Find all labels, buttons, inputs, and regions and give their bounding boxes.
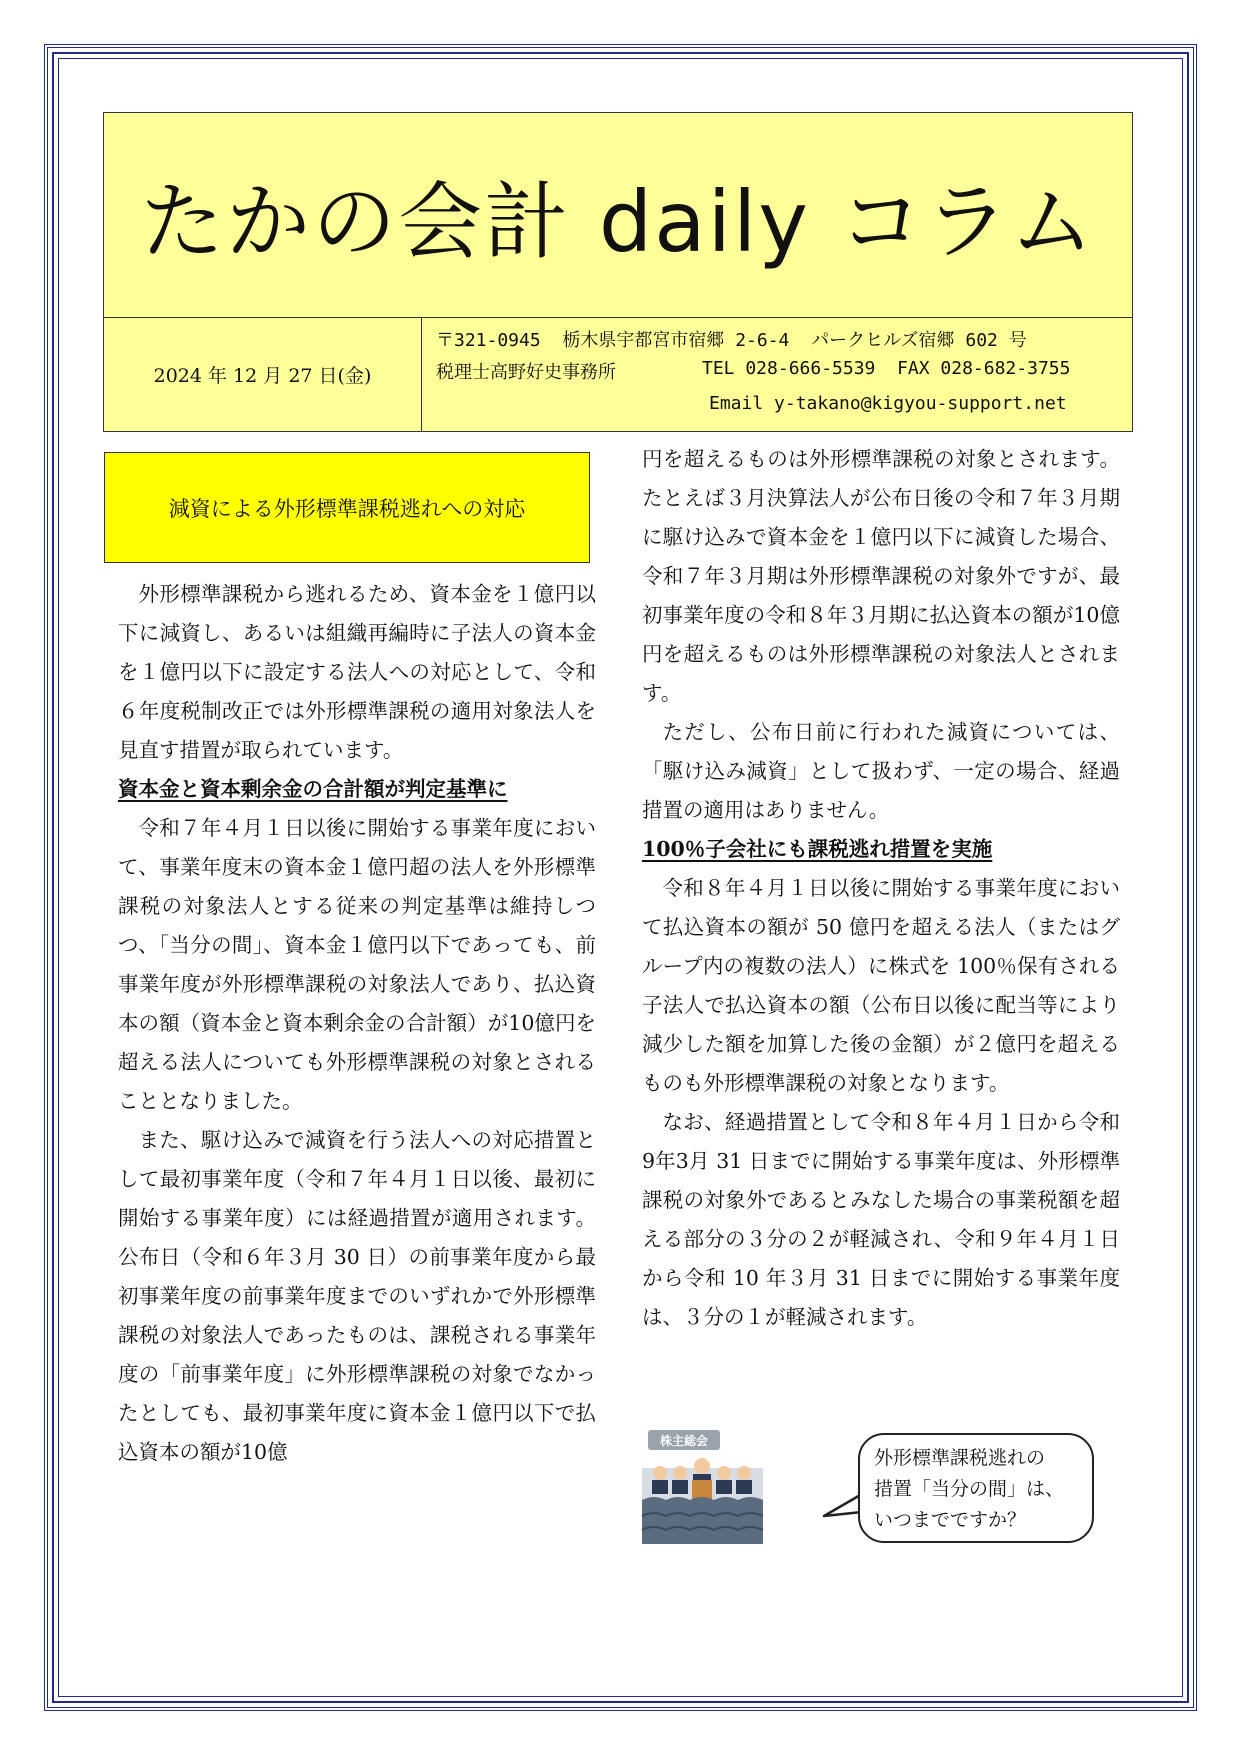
masthead: [103, 112, 1133, 432]
paragraph: 令和７年４月１日以後に開始する事業年度において、事業年度末の資本金１億円超の法人を外形標準課税の対象法人とする従来の判定基準は維持しつつ、「当分の間」、資本金１億円以下であっても、前事業年度が外形標準課税の対象法人であり、払込資本の額（資本金と資本剰余金の合計額）が10億円を超える法人についても外形標準課税の対象とされることとなりました。: [118, 816, 596, 1113]
issue-date: 2024 年 12 月 27 日(金): [104, 318, 422, 431]
shareholders-meeting-illustration: [640, 1428, 765, 1546]
paragraph: 令和８年４月１日以後に開始する事業年度において払込資本の額が 50 億円を超える法人（またはグループ内の複数の法人）に株式を 100％保有される子法人で払込資本の額（公布日以後に配当等により減少した額を加算した後の金額）が２億円を超えるものも外形標準課税の対象となります。: [642, 876, 1120, 1095]
paragraph: 外形標準課税から逃れるため、資本金を１億円以下に減資し、あるいは組織再編時に子法人の資本金を１億円以下に設定する法人への対応として、令和６年度税制改正では外形標準課税の適用対象法人を見直す措置が取られています。: [118, 582, 596, 762]
paragraph: なお、経過措置として令和８年４月１日から令和9年3月 31 日までに開始する事業年度は、外形標準課税の対象外であるとみなした場合の事業税額を超える部分の３分の２が軽減され、令和９年４月１日から令和 10 年３月 31 日までに開始する事業年度は、３分の１が軽減されます。: [642, 1110, 1120, 1329]
paragraph: また、駆け込みで減資を行う法人への対応措置として最初事業年度（令和７年４月１日以後、最初に開始する事業年度）には経過措置が適用されます。公布日（令和６年３月 30 日）の前事業年度から最初事業年度の前事業年度までのいずれかで外形標準課税の対象法人であったものは、課税される事業年度の「前事業年度」に外形標準課税の対象でなかったとしても、最初事業年度に資本金１億円以下で払込資本の額が10億: [118, 1128, 596, 1464]
meeting-sign-label: 株主総会: [659, 1434, 709, 1448]
speech-bubble: [858, 1433, 1094, 1543]
phone-fax: TEL 028-666-5539 FAX 028-682-3755: [702, 358, 1071, 379]
address: 〒321-0945 栃木県宇都宮市宿郷 2-6-4 パークヒルズ宿郷 602 号: [436, 330, 1027, 351]
callout-line: 措置「当分の間」は、: [874, 1478, 1065, 1500]
contact-info: [424, 318, 1132, 431]
callout-line: いつまでですか？: [874, 1509, 1027, 1531]
topic-heading: 減資による外形標準課税逃れへの対応: [104, 452, 590, 563]
paragraph: 円を超えるものは外形標準課税の対象とされます。たとえば３月決算法人が公布日後の令和７年３月期に駆け込みで資本金を１億円以下に減資した場合、令和７年３月期は外形標準課税の対象外ですが、最初事業年度の令和８年３月期に払込資本の額が10億円を超えるものは外形標準課税の対象法人とされます。: [642, 447, 1120, 705]
email: Email y-takano@kigyou-support.net: [709, 393, 1067, 414]
audience-rows: [642, 1497, 763, 1544]
paragraph: ただし、公布日前に行われた減資については、「駆け込み減資」として扱わず、一定の場合、経過措置の適用はありません。: [642, 720, 1120, 822]
right-column: [642, 440, 1120, 1337]
callout-line: 外形標準課税逃れの: [874, 1447, 1046, 1469]
left-column: [118, 575, 596, 1472]
section-heading: 100％子会社にも課税逃れ措置を実施: [642, 837, 993, 861]
masthead-title: たかの会計 daily コラム: [104, 113, 1132, 318]
office-name: 税理士高野好史事務所: [436, 362, 616, 383]
section-heading: 資本金と資本剰余金の合計額が判定基準に: [118, 777, 508, 801]
